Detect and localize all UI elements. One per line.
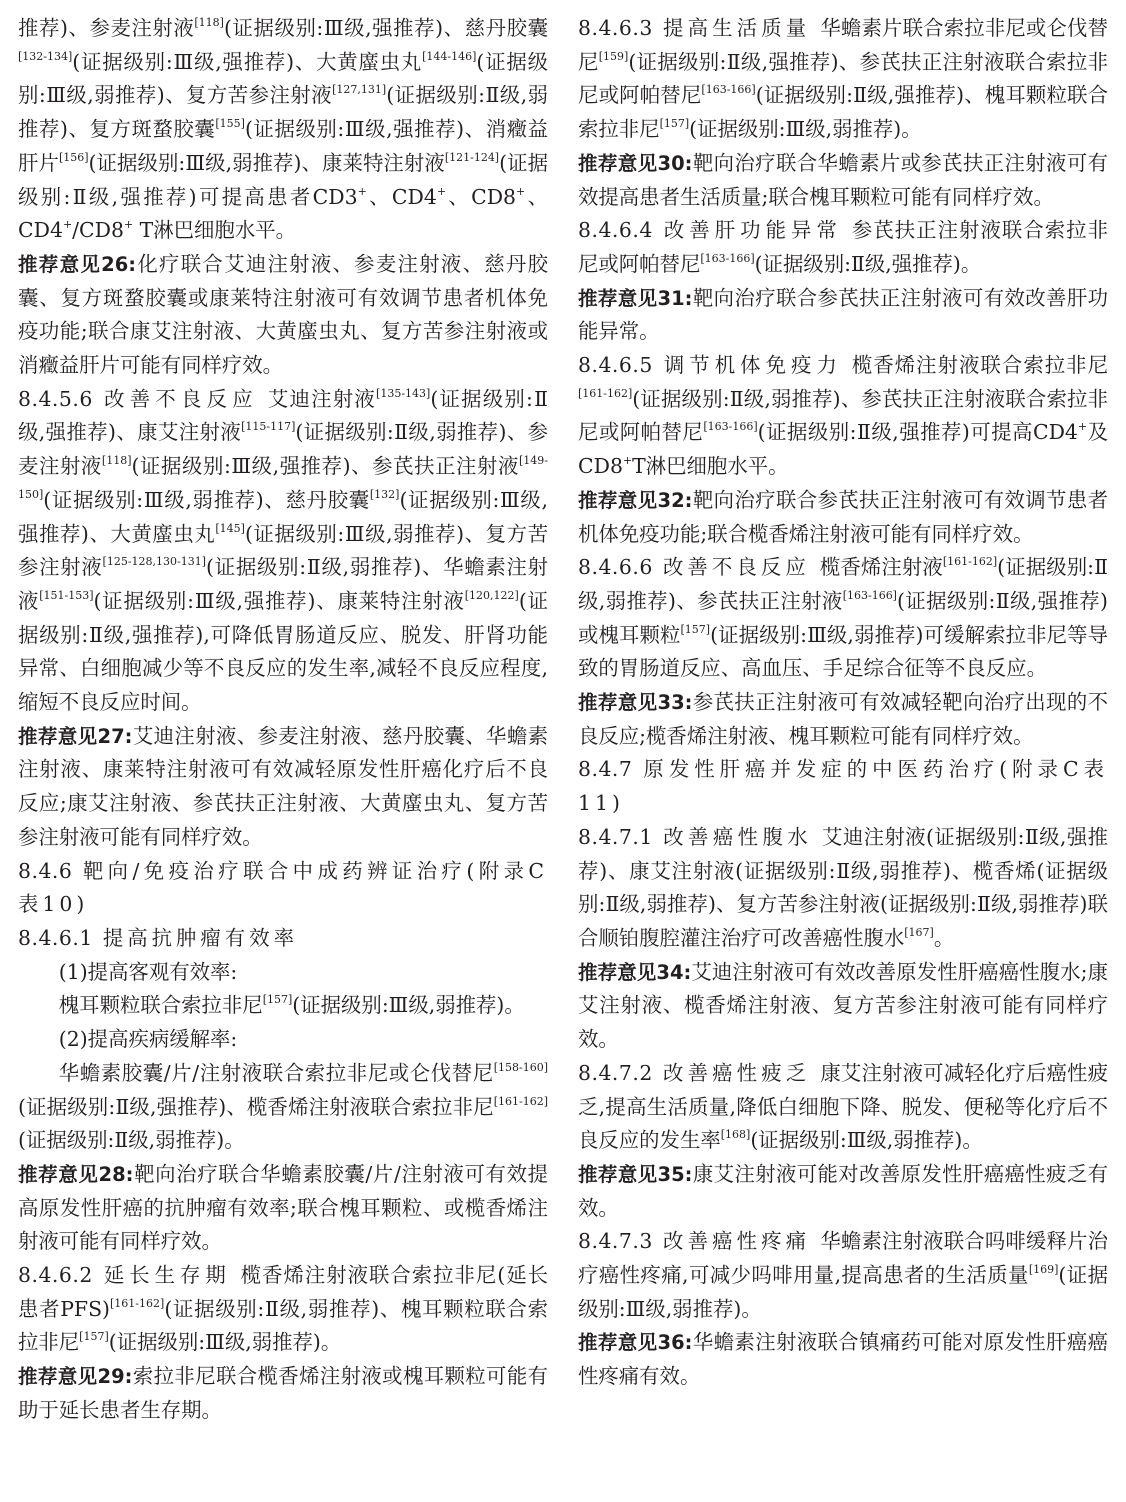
section-paragraph [18,1259,548,1360]
section-title: 改善癌性腹水 [662,824,813,849]
section-number: 8.4.5.6 [18,386,93,411]
section-body-text: 艾迪注射液(证据级别:Ⅱ级,强推荐)、康艾注射液(证据级别:Ⅱ级,弱推荐)、榄香烯(证据级别:Ⅱ级,弱推荐)、复方苦参注射液(证据级别:Ⅱ级,弱推荐)联合顺铂腹腔灌注治疗可改善癌性腹水[167]。 [578,824,1109,950]
section-title: 改善癌性疼痛 [662,1229,811,1254]
section-title: 提高抗肿瘤有效率 [102,925,298,950]
recommendation-label: 推荐意见31: [578,286,693,310]
section-number: 8.4.7.2 [578,1060,653,1085]
section-title: 提高生活质量 [662,16,811,40]
section-body-text: 康艾注射液可减轻化疗后癌性疲乏,提高生活质量,降低白细胞下降、脱发、便秘等化疗后不良反应的发生率[168](证据级别:Ⅲ级,弱推荐)。 [578,1060,1109,1153]
section-paragraph [18,383,548,720]
section-paragraph [578,1057,1108,1158]
recommendation-text: 靶向治疗联合参芪扶正注射液可有效调节患者机体免疫功能;联合榄香烯注射液可能有同样疗效。 [578,487,1109,546]
section-paragraph [18,922,548,956]
recommendation [18,720,548,855]
recommendation-text: 参芪扶正注射液可有效减轻靶向治疗出现的不良反应;榄香烯注射液、槐耳颗粒可能有同样疗效。 [578,690,1109,748]
section-paragraph [578,214,1108,281]
section-paragraph [578,753,1108,820]
section-body-text: 华蟾素片联合索拉非尼或仑伐替尼[159](证据级别:Ⅱ级,强推荐)、参芪扶正注射液联合索拉非尼或阿帕替尼[163-166](证据级别:Ⅱ级,强推荐)、槐耳颗粒联合索拉非尼[157](证据级别:Ⅲ级,弱推荐)。 [578,16,1109,142]
recommendation-text: 靶向治疗联合参芪扶正注射液可有效改善肝功能异常。 [578,285,1109,344]
section-title: 改善癌性疲乏 [662,1060,811,1085]
recommendation-label: 推荐意见34: [578,960,692,984]
recommendation [578,686,1108,753]
recommendation [578,484,1108,551]
section-number: 8.4.7 [578,757,633,782]
recommendation-text: 靶向治疗联合华蟾素胶囊/片/注射液可有效提高原发性肝癌的抗肿瘤有效率;联合槐耳颗粒、或榄香烯注射液可能有同样疗效。 [18,1161,548,1254]
section-paragraph [578,1225,1108,1326]
recommendation-label: 推荐意见32: [578,488,693,512]
recommendation-text: 索拉非尼联合榄香烯注射液或槐耳颗粒可能有助于延长患者生存期。 [18,1364,549,1422]
recommendation-label: 推荐意见28: [18,1162,134,1186]
section-body-text: 参芪扶正注射液联合索拉非尼或阿帕替尼[163-166](证据级别:Ⅱ级,强推荐)。 [578,218,1109,276]
section-number: 8.4.7.1 [578,824,653,849]
recommendation-label: 推荐意见36: [578,1331,693,1355]
recommendation [578,1158,1108,1225]
section-number: 8.4.7.3 [578,1229,653,1254]
recommendation [578,147,1108,214]
recommendation-text: 艾迪注射液、参麦注射液、慈丹胶囊、华蟾素注射液、康莱特注射液可有效减轻原发性肝癌化疗后不良反应;康艾注射液、参芪扶正注射液、大黄䗪虫丸、复方苦参注射液可能有同样疗效。 [18,723,549,849]
indented-paragraph: 槐耳颗粒联合索拉非尼[157](证据级别:Ⅲ级,弱推荐)。 [58,993,525,1018]
section-body-text: 榄香烯注射液联合索拉非尼(延长患者PFS)[161-162](证据级别:Ⅱ级,弱推荐)、槐耳颗粒联合索拉非尼[157](证据级别:Ⅲ级,弱推荐)。 [18,1263,548,1355]
section-body-text: 榄香烯注射液联合索拉非尼[161-162](证据级别:Ⅱ级,弱推荐)、参芪扶正注射液联合索拉非尼或阿帕替尼[163-166](证据级别:Ⅱ级,强推荐)可提高CD4+及CD8+T淋巴细胞水平。 [578,353,1109,479]
recommendation-text: 化疗联合艾迪注射液、参麦注射液、慈丹胶囊、复方斑蝥胶囊或康莱特注射液可有效调节患者机体免疫功能;联合康艾注射液、大黄䗪虫丸、复方苦参注射液或消癥益肝片可能有同样疗效。 [18,251,548,378]
section-paragraph [578,12,1108,147]
recommendation-label: 推荐意见26: [18,252,137,276]
right-column [578,12,1108,1394]
section-body-text: 榄香烯注射液[161-162](证据级别:Ⅱ级,弱推荐)、参芪扶正注射液[163-166](证据级别:Ⅱ级,强推荐)或槐耳颗粒[157](证据级别:Ⅲ级,弱推荐)可缓解索拉非尼等导致的胃肠道反应、高血压、手足综合征等不良反应。 [578,555,1109,681]
body-paragraph: 推荐)、参麦注射液[118](证据级别:Ⅲ级,强推荐)、慈丹胶囊[132-134](证据级别:Ⅲ级,强推荐)、大黄䗪虫丸[144-146](证据级别:Ⅲ级,弱推荐)、复方苦参注射液[127,131](证据级别:Ⅱ级,弱推荐)、复方斑蝥胶囊[155](证据级别:Ⅲ级,强推荐)、消癥益肝片[156](证据级别:Ⅲ级,弱推荐)、康莱特注射液[121-124](证据级别:Ⅱ级,强推荐)可提高患者CD3+、CD4+、CD8+、CD4+/CD8+ T淋巴细胞水平。 [18,16,549,243]
section-title: 调节机体免疫力 [662,353,842,378]
recommendation [18,1158,548,1259]
left-column [18,12,548,1428]
recommendation-label: 推荐意见30: [578,151,693,175]
section-title: 靶向/免疫治疗联合中成药辨证治疗(附录C表10) [18,858,548,917]
recommendation-text: 华蟾素注射液联合镇痛药可能对原发性肝癌癌性疼痛有效。 [578,1330,1109,1389]
section-paragraph [578,349,1108,484]
indented-paragraph: 华蟾素胶囊/片/注射液联合索拉非尼或仑伐替尼[158-160](证据级别:Ⅱ级,强推荐)、榄香烯注射液联合索拉非尼[161-162](证据级别:Ⅱ级,弱推荐)。 [18,1060,548,1153]
recommendation-label: 推荐意见27: [18,724,133,748]
indented-paragraph: (2)提高疾病缓解率: [58,1027,238,1052]
recommendation-text: 艾迪注射液可有效改善原发性肝癌癌性腹水;康艾注射液、榄香烯注射液、复方苦参注射液可能有同样疗效。 [578,959,1109,1052]
section-title: 改善肝功能异常 [662,218,842,243]
indented-paragraph: (1)提高客观有效率: [58,959,238,984]
recommendation [578,956,1108,1057]
recommendation [18,1360,548,1427]
recommendation-label: 推荐意见35: [578,1162,693,1186]
recommendation-label: 推荐意见29: [18,1365,133,1389]
section-paragraph [578,551,1108,686]
section-number: 8.4.6.4 [578,218,653,243]
section-number: 8.4.6.3 [578,16,653,40]
section-number: 8.4.6 [18,858,73,883]
recommendation [578,282,1108,349]
recommendation-text: 靶向治疗联合华蟾素片或参芪扶正注射液可有效提高患者生活质量;联合槐耳颗粒可能有同样疗效。 [578,150,1109,209]
section-number: 8.4.6.6 [578,555,653,580]
section-title: 改善不良反应 [662,555,810,580]
section-paragraph [18,855,548,922]
section-number: 8.4.6.1 [18,925,93,950]
recommendation [18,248,548,383]
section-title: 原发性肝癌并发症的中医药治疗(附录C表11) [578,757,1108,816]
section-title: 改善不良反应 [102,386,258,411]
section-title: 延长生存期 [102,1263,231,1288]
recommendation-text: 康艾注射液可能对改善原发性肝癌癌性疲乏有效。 [578,1161,1109,1220]
section-body-text: 华蟾素注射液联合吗啡缓释片治疗癌性疼痛,可减少吗啡用量,提高患者的生活质量[169](证据级别:Ⅲ级,弱推荐)。 [578,1229,1109,1321]
section-paragraph [578,821,1108,956]
section-number: 8.4.6.5 [578,353,653,378]
section-number: 8.4.6.2 [18,1263,93,1288]
recommendation-label: 推荐意见33: [578,691,693,715]
recommendation [578,1326,1108,1393]
section-body-text: 艾迪注射液[135-143](证据级别:Ⅱ级,强推荐)、康艾注射液[115-117](证据级别:Ⅱ级,弱推荐)、参麦注射液[118](证据级别:Ⅲ级,强推荐)、参芪扶正注射液[149-150](证据级别:Ⅲ级,弱推荐)、慈丹胶囊[132](证据级别:Ⅲ级,强推荐)、大黄䗪虫丸[145](证据级别:Ⅲ级,弱推荐)、复方苦参注射液[125-128,130-131](证据级别:Ⅱ级,弱推荐)、华蟾素注射液[151-153](证据级别:Ⅲ级,强推荐)、康莱特注射液[120,122](证据级别:Ⅱ级,强推荐),可降低胃肠道反应、脱发、肝肾功能异常、白细胞减少等不良反应的发生率,减轻不良反应程度,缩短不良反应时间。 [18,386,549,715]
